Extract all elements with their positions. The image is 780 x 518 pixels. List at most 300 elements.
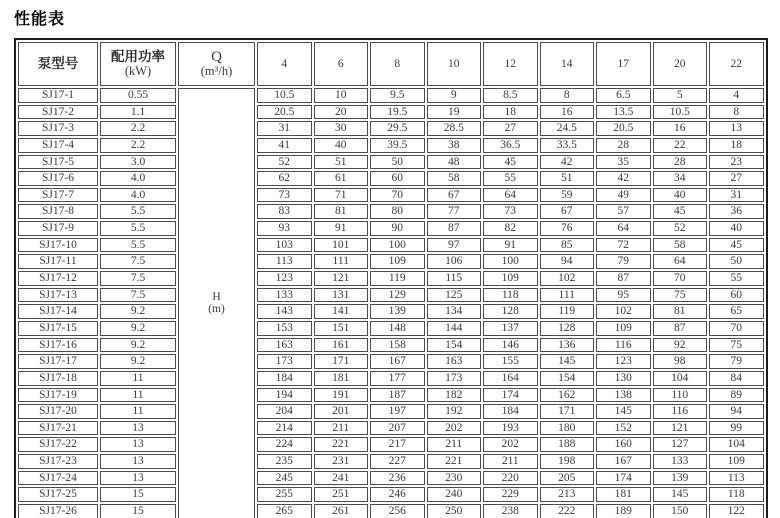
head-value-cell: 52 (653, 221, 708, 236)
head-value-cell: 194 (257, 388, 312, 403)
head-value-cell: 24.5 (540, 121, 595, 136)
head-value-cell: 160 (596, 437, 651, 452)
head-value-cell: 238 (483, 504, 538, 518)
head-value-cell: 95 (596, 288, 651, 303)
head-value-cell: 6.5 (596, 88, 651, 103)
model-cell: SJ17-25 (18, 487, 98, 502)
head-value-cell: 67 (540, 204, 595, 219)
table-row (18, 88, 764, 103)
head-value-cell: 139 (653, 471, 708, 486)
head-value-cell: 29.5 (370, 121, 425, 136)
col-header-q-10: 10 (427, 42, 482, 86)
model-cell: SJ17-13 (18, 288, 98, 303)
table-row (18, 271, 764, 286)
model-cell: SJ17-5 (18, 155, 98, 170)
head-value-cell: 188 (540, 437, 595, 452)
power-cell: 13 (100, 454, 176, 469)
head-value-cell: 28 (653, 155, 708, 170)
head-value-cell: 150 (653, 504, 708, 518)
head-value-cell: 87 (653, 321, 708, 336)
head-value-cell: 129 (370, 288, 425, 303)
head-value-cell: 51 (540, 171, 595, 186)
head-value-cell: 80 (370, 204, 425, 219)
head-value-cell: 204 (257, 404, 312, 419)
head-value-cell: 109 (596, 321, 651, 336)
head-value-cell: 205 (540, 471, 595, 486)
head-value-cell: 100 (370, 238, 425, 253)
head-value-cell: 52 (257, 155, 312, 170)
table-row (18, 421, 764, 436)
head-value-cell: 261 (314, 504, 369, 518)
head-value-cell: 184 (257, 371, 312, 386)
head-value-cell: 104 (653, 371, 708, 386)
head-value-cell: 87 (427, 221, 482, 236)
head-value-cell: 241 (314, 471, 369, 486)
head-value-cell: 9 (427, 88, 482, 103)
head-value-cell: 8.5 (483, 88, 538, 103)
head-value-cell: 101 (314, 238, 369, 253)
head-value-cell: 255 (257, 487, 312, 502)
table-row (18, 254, 764, 269)
head-value-cell: 58 (427, 171, 482, 186)
head-value-cell: 28.5 (427, 121, 482, 136)
head-value-cell: 197 (370, 404, 425, 419)
head-value-cell: 42 (540, 155, 595, 170)
head-value-cell: 40 (709, 221, 764, 236)
head-value-cell: 92 (653, 338, 708, 353)
head-value-cell: 174 (483, 388, 538, 403)
head-value-cell: 118 (709, 487, 764, 502)
head-value-cell: 77 (427, 204, 482, 219)
col-header-q-8: 8 (370, 42, 425, 86)
head-value-cell: 265 (257, 504, 312, 518)
model-cell: SJ17-1 (18, 88, 98, 103)
head-label: H (212, 290, 221, 303)
head-value-cell: 102 (540, 271, 595, 286)
head-value-cell: 10.5 (257, 88, 312, 103)
head-value-cell: 220 (483, 471, 538, 486)
head-value-cell: 145 (653, 487, 708, 502)
head-value-cell: 154 (540, 371, 595, 386)
model-cell: SJ17-8 (18, 204, 98, 219)
table-row (18, 171, 764, 186)
head-unit: (m) (208, 303, 225, 316)
head-value-cell: 64 (653, 254, 708, 269)
power-cell: 15 (100, 504, 176, 518)
head-value-cell: 48 (427, 155, 482, 170)
model-cell: SJ17-6 (18, 171, 98, 186)
head-value-cell: 207 (370, 421, 425, 436)
head-value-cell: 59 (540, 188, 595, 203)
head-value-cell: 116 (653, 404, 708, 419)
head-value-cell: 145 (540, 354, 595, 369)
head-value-cell: 73 (257, 188, 312, 203)
head-value-cell: 103 (257, 238, 312, 253)
head-value-cell: 27 (709, 171, 764, 186)
head-value-cell: 224 (257, 437, 312, 452)
head-value-cell: 145 (596, 404, 651, 419)
head-value-cell: 202 (427, 421, 482, 436)
head-value-cell: 70 (653, 271, 708, 286)
head-value-cell: 71 (314, 188, 369, 203)
head-value-cell: 22 (653, 138, 708, 153)
head-value-cell: 33.5 (540, 138, 595, 153)
head-value-cell: 181 (596, 487, 651, 502)
table-row (18, 188, 764, 203)
model-cell: SJ17-7 (18, 188, 98, 203)
head-value-cell: 64 (596, 221, 651, 236)
table-row (18, 404, 764, 419)
head-value-cell: 45 (483, 155, 538, 170)
head-value-cell: 217 (370, 437, 425, 452)
head-value-cell: 137 (483, 321, 538, 336)
power-cell: 5.5 (100, 238, 176, 253)
head-value-cell: 221 (314, 437, 369, 452)
head-value-cell: 73 (483, 204, 538, 219)
head-value-cell: 130 (596, 371, 651, 386)
head-value-cell: 213 (540, 487, 595, 502)
head-value-cell: 163 (427, 354, 482, 369)
head-value-cell: 19.5 (370, 105, 425, 120)
head-value-cell: 133 (257, 288, 312, 303)
table-row (18, 371, 764, 386)
performance-table (14, 38, 768, 518)
head-value-cell: 123 (596, 354, 651, 369)
col-header-flow-unit: (m³/h) (200, 64, 233, 79)
power-cell: 4.0 (100, 188, 176, 203)
head-value-cell: 113 (257, 254, 312, 269)
head-value-cell: 256 (370, 504, 425, 518)
head-value-cell: 45 (653, 204, 708, 219)
head-value-cell: 55 (709, 271, 764, 286)
head-value-cell: 115 (427, 271, 482, 286)
table-row (18, 354, 764, 369)
head-value-cell: 94 (540, 254, 595, 269)
head-value-cell: 187 (370, 388, 425, 403)
model-cell: SJ17-3 (18, 121, 98, 136)
head-value-cell: 40 (314, 138, 369, 153)
model-cell: SJ17-4 (18, 138, 98, 153)
head-value-cell: 111 (540, 288, 595, 303)
model-cell: SJ17-21 (18, 421, 98, 436)
head-value-cell: 158 (370, 338, 425, 353)
head-value-cell: 131 (314, 288, 369, 303)
col-header-q-4: 4 (257, 42, 312, 86)
col-header-model-label: 泵型号 (37, 55, 79, 71)
model-cell: SJ17-14 (18, 304, 98, 319)
head-meters-merged-cell (178, 88, 255, 518)
table-row (18, 155, 764, 170)
power-cell: 4.0 (100, 171, 176, 186)
head-value-cell: 4 (709, 88, 764, 103)
power-cell: 9.2 (100, 338, 176, 353)
head-value-cell: 229 (483, 487, 538, 502)
table-row (18, 321, 764, 336)
head-value-cell: 143 (257, 304, 312, 319)
head-value-cell: 20 (314, 105, 369, 120)
power-cell: 1.1 (100, 105, 176, 120)
power-cell: 5.5 (100, 221, 176, 236)
model-cell: SJ17-18 (18, 371, 98, 386)
head-value-cell: 99 (709, 421, 764, 436)
table-row (18, 471, 764, 486)
col-header-model (18, 42, 98, 86)
head-value-cell: 144 (427, 321, 482, 336)
model-cell: SJ17-12 (18, 271, 98, 286)
head-value-cell: 51 (314, 155, 369, 170)
head-value-cell: 102 (596, 304, 651, 319)
head-value-cell: 119 (370, 271, 425, 286)
col-header-flow (178, 42, 255, 86)
col-header-q-22: 22 (709, 42, 764, 86)
table-row (18, 121, 764, 136)
head-value-cell: 138 (596, 388, 651, 403)
head-value-cell: 100 (483, 254, 538, 269)
head-value-cell: 127 (653, 437, 708, 452)
head-value-cell: 113 (709, 471, 764, 486)
power-cell: 7.5 (100, 271, 176, 286)
head-value-cell: 146 (483, 338, 538, 353)
head-value-cell: 81 (653, 304, 708, 319)
head-value-cell: 19 (427, 105, 482, 120)
power-cell: 11 (100, 388, 176, 403)
power-cell: 3.0 (100, 155, 176, 170)
model-cell: SJ17-23 (18, 454, 98, 469)
head-value-cell: 97 (427, 238, 482, 253)
head-value-cell: 230 (427, 471, 482, 486)
head-value-cell: 109 (370, 254, 425, 269)
head-value-cell: 128 (540, 321, 595, 336)
head-value-cell: 36 (709, 204, 764, 219)
head-value-cell: 70 (370, 188, 425, 203)
table-row (18, 105, 764, 120)
head-value-cell: 125 (427, 288, 482, 303)
head-value-cell: 211 (483, 454, 538, 469)
head-value-cell: 16 (540, 105, 595, 120)
head-value-cell: 153 (257, 321, 312, 336)
head-value-cell: 104 (709, 437, 764, 452)
head-value-cell: 246 (370, 487, 425, 502)
head-value-cell: 67 (427, 188, 482, 203)
model-cell: SJ17-19 (18, 388, 98, 403)
power-cell: 2.2 (100, 138, 176, 153)
head-value-cell: 36.5 (483, 138, 538, 153)
head-value-cell: 136 (540, 338, 595, 353)
head-value-cell: 152 (596, 421, 651, 436)
head-value-cell: 87 (596, 271, 651, 286)
head-value-cell: 201 (314, 404, 369, 419)
col-header-power (100, 42, 176, 86)
table-row (18, 304, 764, 319)
head-value-cell: 55 (483, 171, 538, 186)
head-value-cell: 193 (483, 421, 538, 436)
col-header-power-unit: (kW) (124, 63, 152, 78)
head-value-cell: 121 (653, 421, 708, 436)
col-header-q-14: 14 (540, 42, 595, 86)
model-cell: SJ17-10 (18, 238, 98, 253)
head-value-cell: 182 (427, 388, 482, 403)
head-value-cell: 250 (427, 504, 482, 518)
head-value-cell: 245 (257, 471, 312, 486)
table-row (18, 454, 764, 469)
head-value-cell: 58 (653, 238, 708, 253)
head-value-cell: 20.5 (596, 121, 651, 136)
page-title: 性能表 (14, 11, 66, 28)
head-value-cell: 94 (709, 404, 764, 419)
power-cell: 13 (100, 437, 176, 452)
table-body (18, 88, 764, 518)
head-value-cell: 76 (540, 221, 595, 236)
head-value-cell: 79 (596, 254, 651, 269)
head-value-cell: 148 (370, 321, 425, 336)
head-value-cell: 41 (257, 138, 312, 153)
model-cell: SJ17-26 (18, 504, 98, 518)
head-value-cell: 161 (314, 338, 369, 353)
head-value-cell: 13.5 (596, 105, 651, 120)
head-value-cell: 61 (314, 171, 369, 186)
head-value-cell: 23 (709, 155, 764, 170)
table-row (18, 504, 764, 518)
head-value-cell: 18 (483, 105, 538, 120)
head-value-cell: 35 (596, 155, 651, 170)
table-row (18, 238, 764, 253)
head-value-cell: 141 (314, 304, 369, 319)
col-header-flow-label: Q (211, 48, 222, 65)
head-value-cell: 90 (370, 221, 425, 236)
model-cell: SJ17-16 (18, 338, 98, 353)
head-value-cell: 231 (314, 454, 369, 469)
head-value-cell: 119 (540, 304, 595, 319)
head-value-cell: 151 (314, 321, 369, 336)
head-value-cell: 227 (370, 454, 425, 469)
head-value-cell: 8 (540, 88, 595, 103)
head-value-cell: 177 (370, 371, 425, 386)
head-value-cell: 121 (314, 271, 369, 286)
head-value-cell: 5 (653, 88, 708, 103)
head-value-cell: 60 (370, 171, 425, 186)
head-value-cell: 18 (709, 138, 764, 153)
head-value-cell: 106 (427, 254, 482, 269)
power-cell: 11 (100, 404, 176, 419)
head-value-cell: 123 (257, 271, 312, 286)
head-value-cell: 9.5 (370, 88, 425, 103)
power-cell: 13 (100, 421, 176, 436)
head-value-cell: 171 (540, 404, 595, 419)
power-cell: 7.5 (100, 288, 176, 303)
head-value-cell: 109 (709, 454, 764, 469)
head-value-cell: 184 (483, 404, 538, 419)
table-row (18, 288, 764, 303)
head-value-cell: 191 (314, 388, 369, 403)
model-cell: SJ17-15 (18, 321, 98, 336)
col-header-q-6: 6 (314, 42, 369, 86)
head-value-cell: 38 (427, 138, 482, 153)
head-value-cell: 75 (709, 338, 764, 353)
head-value-cell: 45 (709, 238, 764, 253)
model-cell: SJ17-22 (18, 437, 98, 452)
power-cell: 5.5 (100, 204, 176, 219)
head-value-cell: 27 (483, 121, 538, 136)
model-cell: SJ17-2 (18, 105, 98, 120)
head-value-cell: 31 (257, 121, 312, 136)
head-value-cell: 173 (427, 371, 482, 386)
head-value-cell: 64 (483, 188, 538, 203)
head-value-cell: 181 (314, 371, 369, 386)
head-value-cell: 189 (596, 504, 651, 518)
head-value-cell: 111 (314, 254, 369, 269)
head-value-cell: 98 (653, 354, 708, 369)
head-value-cell: 70 (709, 321, 764, 336)
head-value-cell: 122 (709, 504, 764, 518)
head-value-cell: 134 (427, 304, 482, 319)
col-header-q-20: 20 (653, 42, 708, 86)
head-value-cell: 83 (257, 204, 312, 219)
power-cell: 7.5 (100, 254, 176, 269)
head-value-cell: 173 (257, 354, 312, 369)
power-cell: 9.2 (100, 321, 176, 336)
head-value-cell: 8 (709, 105, 764, 120)
head-value-cell: 192 (427, 404, 482, 419)
head-value-cell: 28 (596, 138, 651, 153)
table-row (18, 487, 764, 502)
table-row (18, 388, 764, 403)
head-value-cell: 211 (427, 437, 482, 452)
head-value-cell: 91 (314, 221, 369, 236)
head-value-cell: 221 (427, 454, 482, 469)
power-cell: 9.2 (100, 354, 176, 369)
head-value-cell: 174 (596, 471, 651, 486)
table-row (18, 338, 764, 353)
head-value-cell: 34 (653, 171, 708, 186)
head-value-cell: 10 (314, 88, 369, 103)
col-header-q-17: 17 (596, 42, 651, 86)
head-value-cell: 222 (540, 504, 595, 518)
power-cell: 0.55 (100, 88, 176, 103)
head-value-cell: 10.5 (653, 105, 708, 120)
head-value-cell: 16 (653, 121, 708, 136)
head-value-cell: 93 (257, 221, 312, 236)
head-value-cell: 40 (653, 188, 708, 203)
head-value-cell: 84 (709, 371, 764, 386)
head-value-cell: 171 (314, 354, 369, 369)
model-cell: SJ17-9 (18, 221, 98, 236)
head-value-cell: 154 (427, 338, 482, 353)
head-value-cell: 85 (540, 238, 595, 253)
head-value-cell: 81 (314, 204, 369, 219)
header-row (18, 42, 764, 86)
head-value-cell: 49 (596, 188, 651, 203)
head-value-cell: 60 (709, 288, 764, 303)
head-value-cell: 128 (483, 304, 538, 319)
head-value-cell: 164 (483, 371, 538, 386)
head-value-cell: 133 (653, 454, 708, 469)
head-value-cell: 50 (370, 155, 425, 170)
head-value-cell: 155 (483, 354, 538, 369)
head-value-cell: 236 (370, 471, 425, 486)
head-value-cell: 118 (483, 288, 538, 303)
head-value-cell: 75 (653, 288, 708, 303)
head-value-cell: 30 (314, 121, 369, 136)
col-header-power-label: 配用功率 (111, 48, 165, 64)
head-value-cell: 82 (483, 221, 538, 236)
head-value-cell: 65 (709, 304, 764, 319)
model-cell: SJ17-17 (18, 354, 98, 369)
power-cell: 13 (100, 471, 176, 486)
head-value-cell: 251 (314, 487, 369, 502)
table-row (18, 204, 764, 219)
power-cell: 15 (100, 487, 176, 502)
head-value-cell: 198 (540, 454, 595, 469)
